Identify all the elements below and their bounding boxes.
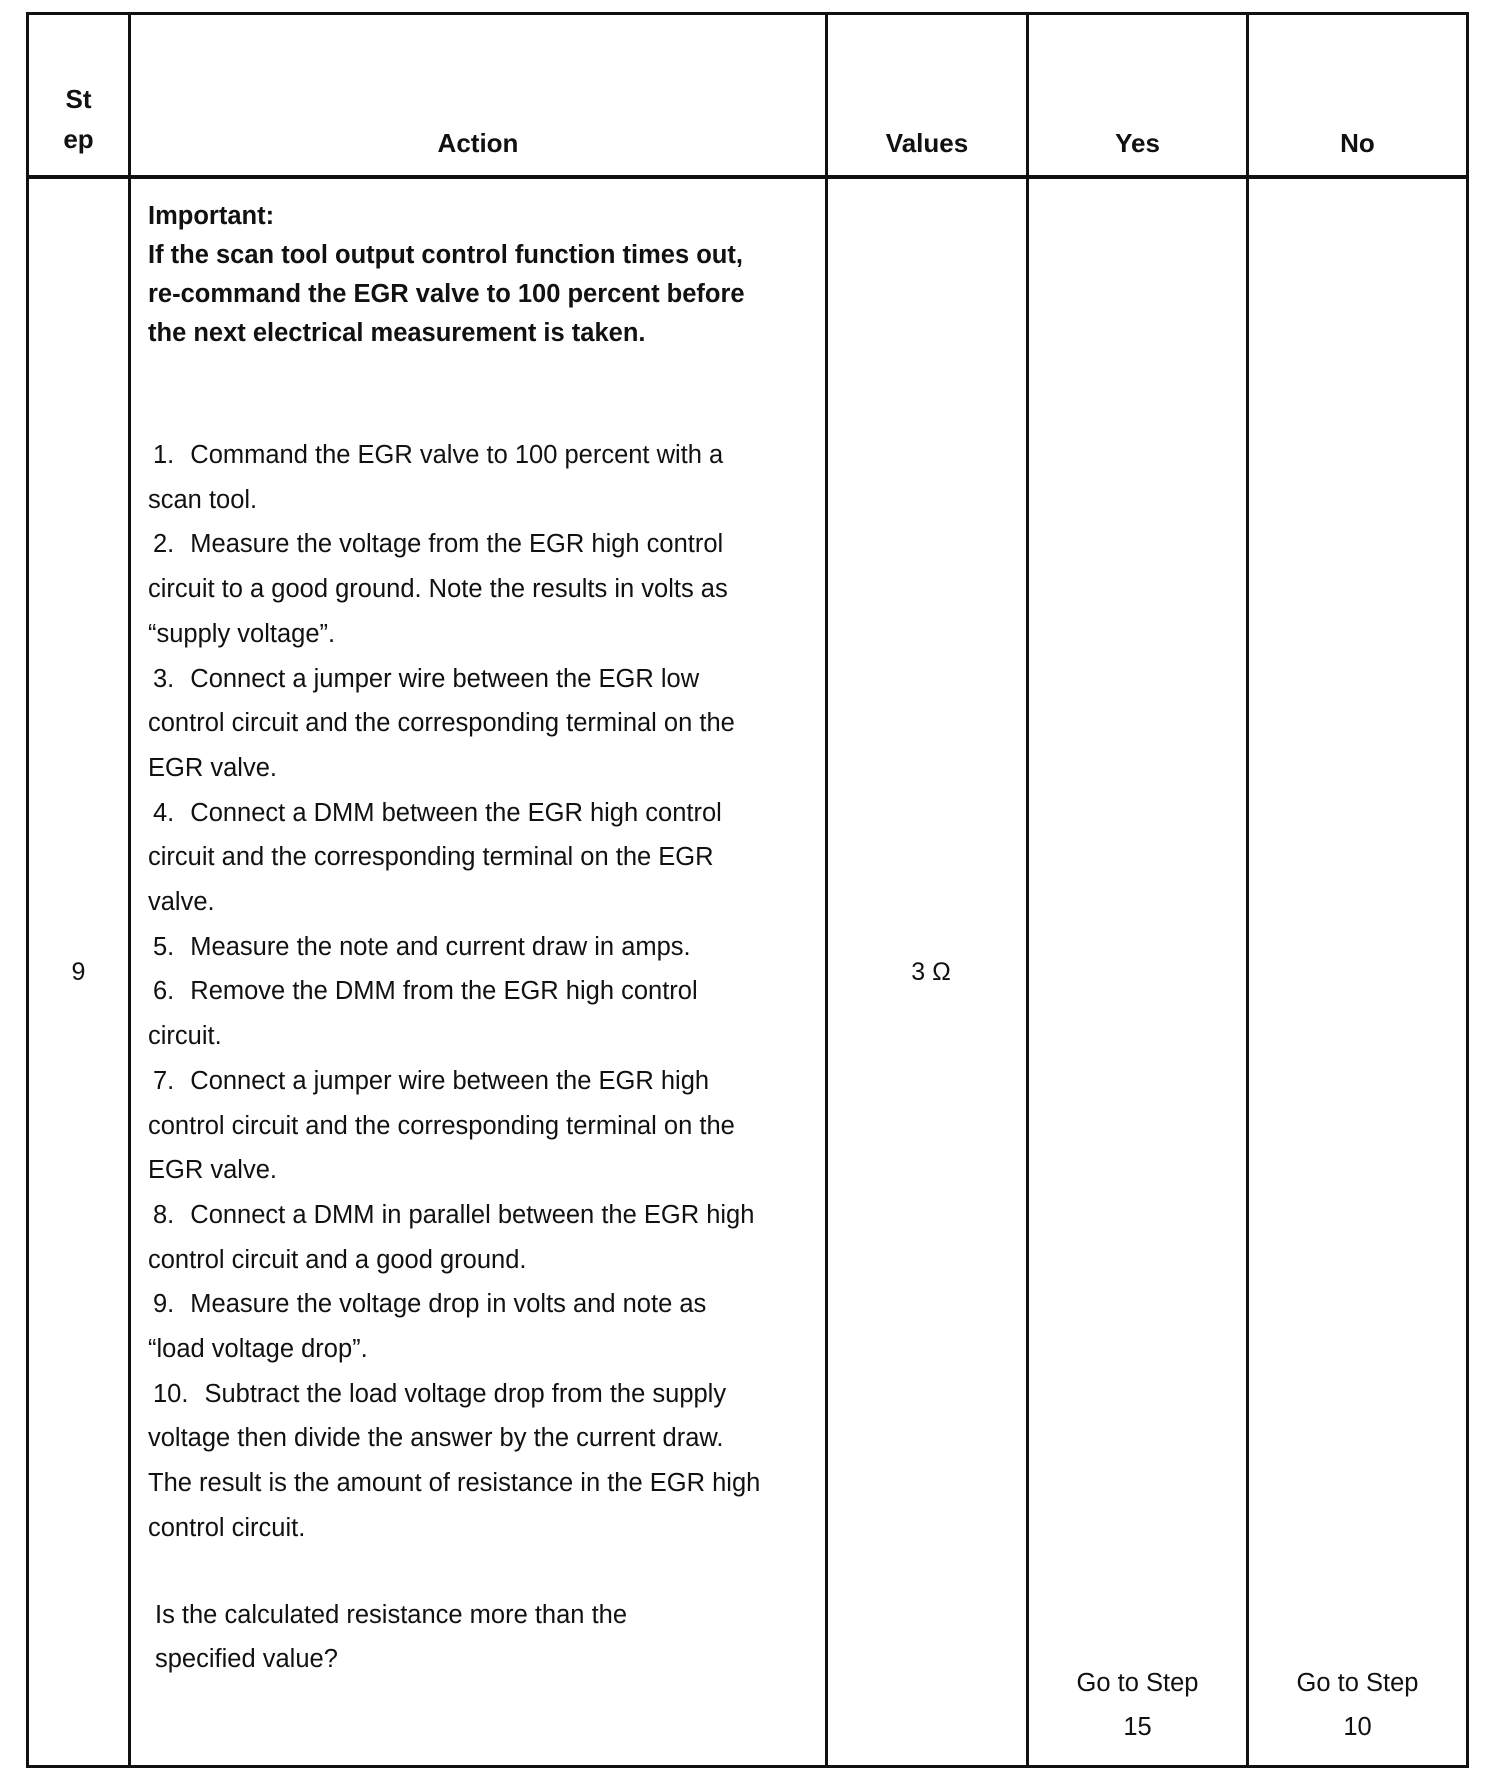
step-item-text: Command the EGR valve to 100 percent with a scan tool. <box>148 441 724 514</box>
step-item-number: 8. <box>153 1200 175 1229</box>
header-no: No <box>1248 14 1468 178</box>
step-item-text: Remove the DMM from the EGR high control circuit. <box>148 977 698 1051</box>
list-item <box>148 1193 763 1282</box>
step-item-number: 2. <box>153 530 175 559</box>
step-item-text: Measure the voltage from the EGR high control circuit to a good ground. Note the results in volts as “supply voltage”. <box>148 530 728 648</box>
step-item-text: Measure the voltage drop in volts and note as “load voltage drop”. <box>148 1290 707 1364</box>
step-item-text: Connect a jumper wire between the EGR high control circuit and the corresponding terminal on the EGR valve. <box>148 1066 735 1185</box>
yes-goto-step: 15 <box>1123 1713 1152 1742</box>
header-step-line1: St <box>65 84 92 114</box>
header-row <box>28 14 1468 178</box>
question-text: Is the calculated resistance more than the specified value? <box>155 1600 628 1674</box>
no-goto-step: 10 <box>1343 1713 1372 1742</box>
step-item-text: Connect a jumper wire between the EGR low control circuit and the corresponding terminal on the EGR valve. <box>148 664 735 782</box>
step-item-number: 10. <box>153 1379 189 1408</box>
step-item-text: Subtract the load voltage drop from the supply voltage then divide the answer by the current draw. The result is the amount of resistance in the EGR high control circuit. <box>148 1379 761 1542</box>
important-label: Important: <box>148 202 275 230</box>
table-row <box>28 177 1468 1767</box>
no-cell <box>1248 177 1468 1767</box>
yes-cell <box>1028 177 1248 1767</box>
step-item-number: 4. <box>153 798 175 827</box>
yes-goto-label: Go to Step <box>1076 1668 1199 1697</box>
diagnostic-table <box>26 12 1469 1768</box>
list-item <box>148 522 763 656</box>
step-item-number: 9. <box>153 1290 175 1319</box>
header-yes: Yes <box>1028 14 1248 178</box>
list-item <box>148 1372 763 1551</box>
header-action: Action <box>130 14 827 178</box>
header-step-line2: ep <box>63 124 94 154</box>
list-item <box>148 433 763 522</box>
step-item-text: Connect a DMM in parallel between the EGR high control circuit and a good ground. <box>148 1200 755 1274</box>
list-item <box>148 1059 763 1193</box>
list-item <box>148 1282 763 1371</box>
important-note <box>148 197 813 353</box>
important-text: If the scan tool output control function times out, re-command the EGR valve to 100 percent before the next electrical measurement is taken. <box>148 241 745 347</box>
step-item-text: Connect a DMM between the EGR high control circuit and the corresponding terminal on the EGR valve. <box>148 798 722 917</box>
step-number: 9 <box>28 177 130 1767</box>
no-goto-label: Go to Step <box>1296 1668 1419 1697</box>
value-cell: 3 Ω <box>827 177 1028 1767</box>
steps-list <box>148 433 813 1551</box>
header-values: Values <box>827 14 1028 178</box>
list-item <box>148 925 763 970</box>
step-item-number: 3. <box>153 664 175 693</box>
list-item <box>148 969 763 1058</box>
action-cell <box>130 177 827 1767</box>
list-item <box>148 791 763 925</box>
header-step <box>28 14 130 178</box>
step-item-number: 5. <box>153 932 175 961</box>
step-item-text: Measure the note and current draw in amps. <box>190 932 691 961</box>
step-item-number: 7. <box>153 1066 175 1095</box>
list-item <box>148 657 763 791</box>
step-item-number: 6. <box>153 977 175 1006</box>
step-item-number: 1. <box>153 441 175 469</box>
